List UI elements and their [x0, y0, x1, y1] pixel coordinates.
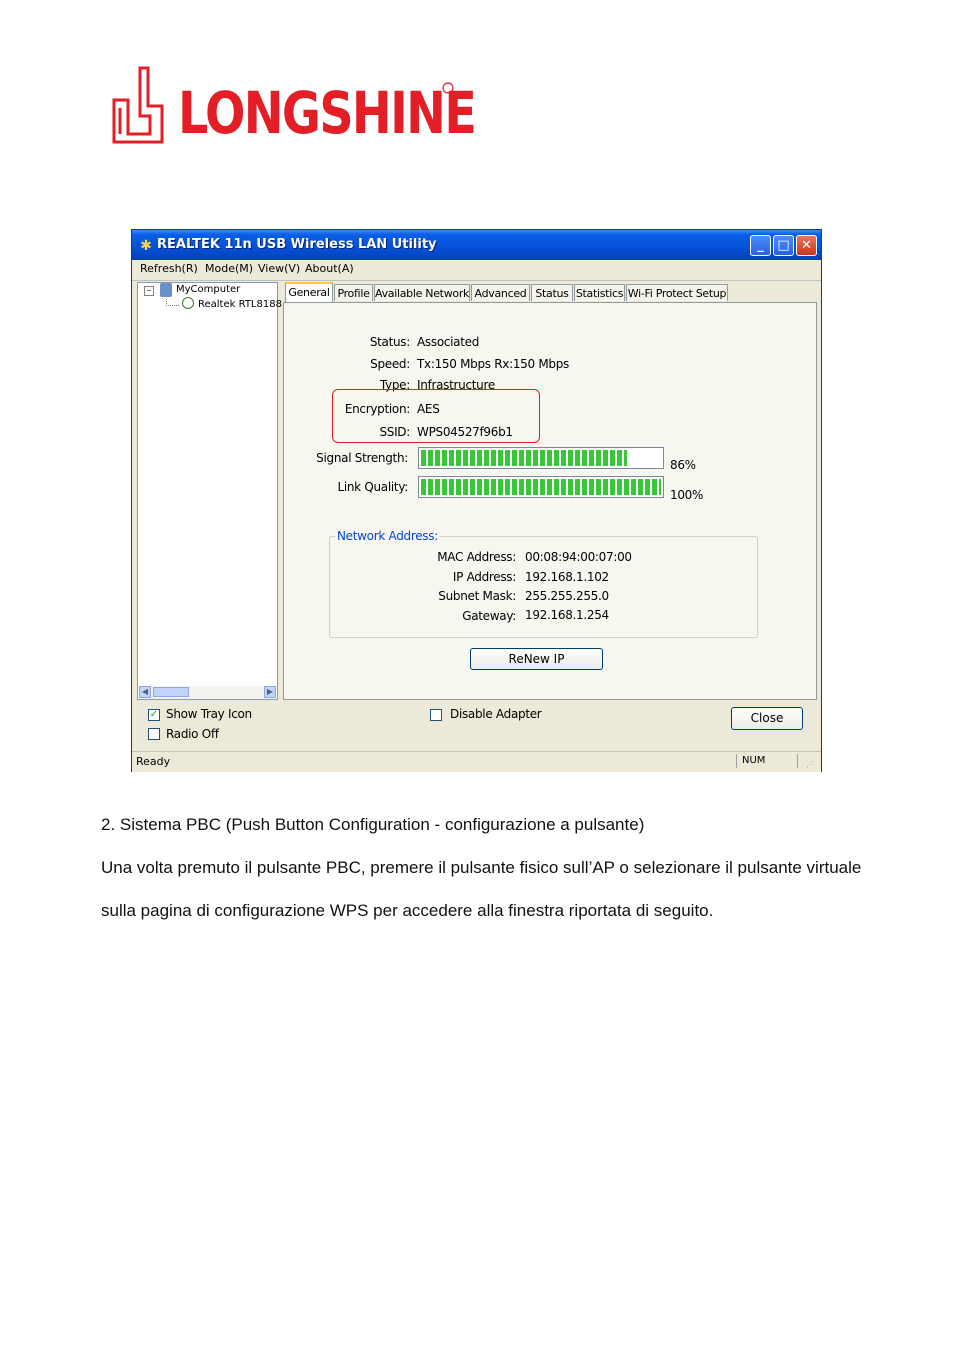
scroll-right-icon[interactable]: ▶	[264, 686, 276, 698]
tab-status[interactable]: Status	[531, 284, 573, 301]
ip-address-value: 192.168.1.102	[525, 570, 609, 584]
paragraph-line-2: sulla pagina di configurazione WPS per accedere alla finestra riportata di seguito.	[101, 901, 714, 920]
signal-strength-bar	[418, 447, 664, 469]
menu-view[interactable]: View(V)	[258, 262, 301, 275]
logo-wordmark: LONGSHINE	[178, 79, 476, 147]
close-window-button[interactable]	[796, 235, 817, 256]
mac-address-label: MAC Address:	[437, 550, 516, 564]
signal-strength-value: 86%	[670, 458, 696, 472]
tab-advanced[interactable]: Advanced	[471, 284, 530, 301]
type-label: Type:	[379, 378, 410, 392]
ssid-label: SSID:	[379, 425, 410, 439]
scroll-left-icon[interactable]: ◀	[139, 686, 151, 698]
scroll-thumb[interactable]	[153, 687, 189, 697]
title-bar[interactable]	[132, 230, 821, 260]
tree-item-realtek[interactable]: Realtek RTL8188	[198, 299, 282, 310]
menu-about[interactable]: About(A)	[305, 262, 354, 275]
close-icon: ✕	[801, 238, 812, 253]
highlight-annotation	[332, 389, 540, 443]
menu-mode[interactable]: Mode(M)	[205, 262, 254, 275]
minimize-icon: _	[757, 238, 764, 253]
renew-ip-button[interactable]: ReNew IP	[470, 648, 603, 670]
encryption-label: Encryption:	[344, 402, 410, 416]
maximize-icon: □	[777, 238, 790, 253]
paragraph-line-1: Una volta premuto il pulsante PBC, premere il pulsante fisico sull’AP o selezionare il pulsante virtuale	[101, 858, 862, 877]
wlan-utility-window	[131, 229, 822, 772]
link-quality-bar	[418, 476, 664, 498]
link-quality-fill	[421, 479, 661, 495]
speed-label: Speed:	[370, 357, 410, 371]
ip-address-label: IP Address:	[452, 570, 516, 584]
tab-available-network[interactable]: Available Network	[374, 284, 470, 301]
radio-off-label[interactable]: Radio Off	[166, 727, 219, 741]
tab-wifi-protect-setup[interactable]: Wi-Fi Protect Setup	[626, 284, 728, 301]
mac-address-value: 00:08:94:00:07:00	[525, 550, 632, 564]
collapse-icon[interactable]: −	[144, 286, 154, 296]
gateway-label: Gateway:	[462, 609, 516, 623]
disable-adapter-checkbox[interactable]	[430, 709, 442, 721]
close-button[interactable]: Close	[731, 707, 803, 730]
menu-bar	[132, 260, 821, 281]
network-address-legend: Network Address:	[337, 529, 438, 543]
app-icon: ✱	[140, 237, 152, 253]
show-tray-icon-label[interactable]: Show Tray Icon	[166, 707, 252, 721]
status-value: Associated	[417, 335, 480, 349]
speed-value: Tx:150 Mbps Rx:150 Mbps	[417, 357, 569, 371]
computer-icon	[160, 283, 172, 297]
maximize-button[interactable]	[773, 235, 794, 256]
tab-general[interactable]: General	[285, 282, 333, 303]
subnet-mask-label: Subnet Mask:	[438, 589, 516, 603]
num-indicator-panel	[736, 754, 798, 768]
link-quality-value: 100%	[670, 488, 704, 502]
tree-root-mycomputer[interactable]: MyComputer	[176, 284, 241, 295]
resize-grip-icon[interactable]: ⋰	[806, 760, 814, 769]
menu-refresh[interactable]: Refresh(R)	[140, 262, 198, 275]
tab-statistics[interactable]: Statistics	[574, 284, 625, 301]
radio-off-checkbox[interactable]	[148, 728, 160, 740]
check-mark-icon: ✓	[149, 709, 159, 720]
status-label: Status:	[369, 335, 410, 349]
signal-strength-label: Signal Strength:	[316, 451, 408, 465]
tab-profile[interactable]: Profile	[334, 284, 373, 301]
disable-adapter-label[interactable]: Disable Adapter	[450, 707, 542, 721]
section-heading: 2. Sistema PBC (Push Button Configuration - configurazione a pulsante)	[101, 815, 645, 834]
gateway-value: 192.168.1.254	[525, 608, 609, 622]
encryption-value: AES	[417, 402, 440, 416]
ssid-value: WPS04527f96b1	[417, 425, 513, 439]
window-title: REALTEK 11n USB Wireless LAN Utility	[157, 237, 437, 252]
show-tray-icon-checkbox[interactable]	[148, 709, 160, 721]
link-quality-label: Link Quality:	[337, 480, 408, 494]
tree-horizontal-scrollbar[interactable]	[139, 686, 276, 699]
general-tab-panel	[283, 302, 817, 700]
status-bar	[132, 751, 821, 772]
adapter-icon	[182, 297, 194, 309]
num-indicator: NUM	[742, 755, 766, 766]
subnet-mask-value: 255.255.255.0	[525, 589, 609, 603]
device-tree	[137, 282, 282, 700]
signal-strength-fill	[421, 450, 627, 466]
type-value: Infrastructure	[417, 378, 495, 392]
status-text: Ready	[136, 755, 171, 768]
minimize-button[interactable]	[750, 235, 771, 256]
tree-connector	[166, 299, 179, 306]
